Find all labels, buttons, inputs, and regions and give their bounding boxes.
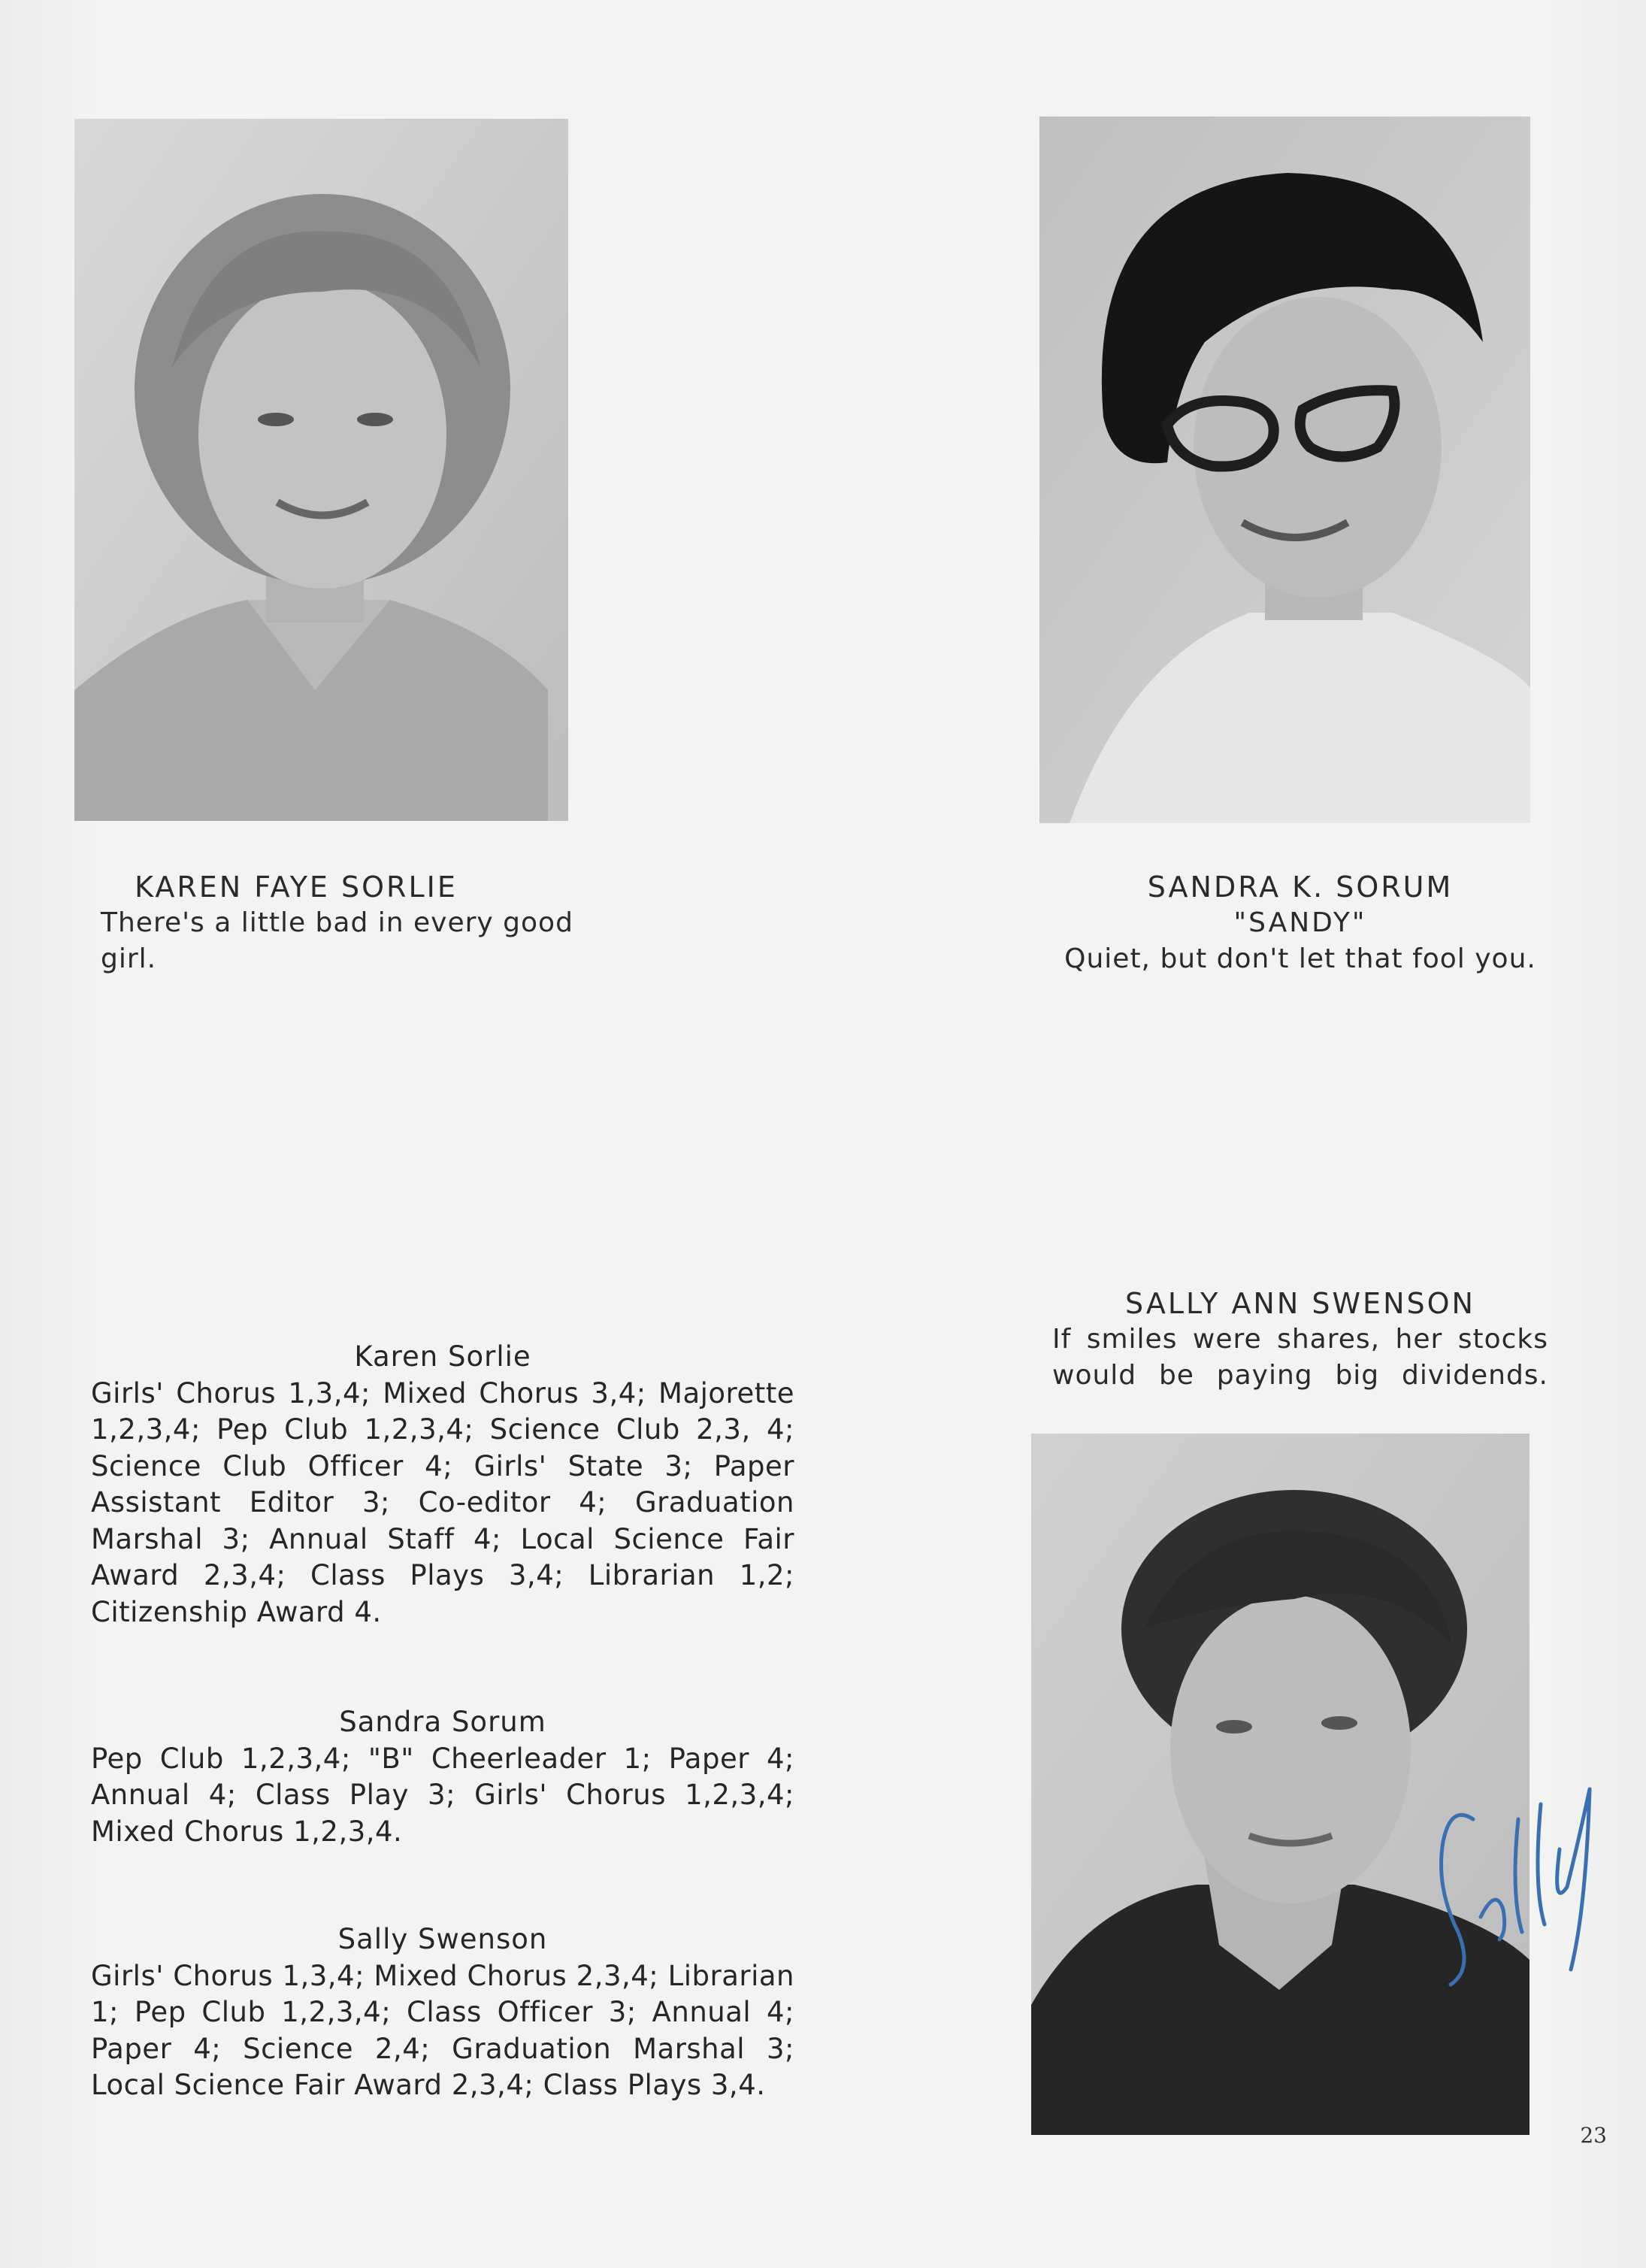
quote-line: If smiles were shares, her stocks: [1052, 1324, 1548, 1355]
caption-sandra: [1052, 869, 1548, 977]
activities-student-name: Sandra Sorum: [339, 1706, 546, 1738]
student-nickname: "SANDY": [1233, 907, 1367, 938]
page-number: 23: [1580, 2123, 1607, 2148]
portrait-photo-karen: [74, 119, 568, 821]
activities-sandra: [91, 1704, 794, 1850]
student-name: SANDRA K. SORUM: [1147, 871, 1454, 904]
caption-karen: [101, 869, 582, 977]
portrait-photo-sandra: [1039, 117, 1530, 823]
caption-sally: [1052, 1285, 1548, 1394]
activities-sally: [91, 1921, 794, 2104]
activities-list: Girls' Chorus 1,3,4; Mixed Chorus 3,4; Majorette 1,2,3,4; Pep Club 1,2,3,4; Science Club 2,3, 4; Science Club Officer 4; Girls' State 3; Paper Assistant Editor 3; Co-editor 4; Graduation Marshal 3; Annual Staff 4; Local Science Fair Award 2,3,4; Class Plays 3,4; Librarian 1,2; Citizenship Award 4.: [91, 1376, 794, 1628]
activities-student-name: Karen Sorlie: [354, 1340, 531, 1373]
activities-list: Girls' Chorus 1,3,4; Mixed Chorus 2,3,4; Librarian 1; Pep Club 1,2,3,4; Class Officer 3; Annual 4; Paper 4; Science 2,4; Graduation Marshal 3; Local Science Fair Award 2,3,4; Class Plays 3,4.: [91, 1959, 794, 2101]
student-quote: Quiet, but don't let that fool you.: [1064, 943, 1536, 974]
student-quote: [101, 905, 582, 977]
student-name: KAREN FAYE SORLIE: [135, 871, 458, 904]
activities-list: Pep Club 1,2,3,4; "B" Cheerleader 1; Paper 4; Annual 4; Class Play 3; Girls' Chorus 1,2,3,4; Mixed Chorus 1,2,3,4.: [91, 1742, 794, 1848]
quote-line: There's a little bad in every good: [101, 907, 573, 938]
quote-line: girl.: [101, 943, 157, 974]
activities-student-name: Sally Swenson: [337, 1923, 548, 1955]
student-name: SALLY ANN SWENSON: [1125, 1287, 1475, 1320]
handwritten-signature: [1428, 1759, 1608, 2000]
quote-line: would be paying big dividends.: [1052, 1360, 1548, 1391]
activities-karen: [91, 1339, 794, 1631]
